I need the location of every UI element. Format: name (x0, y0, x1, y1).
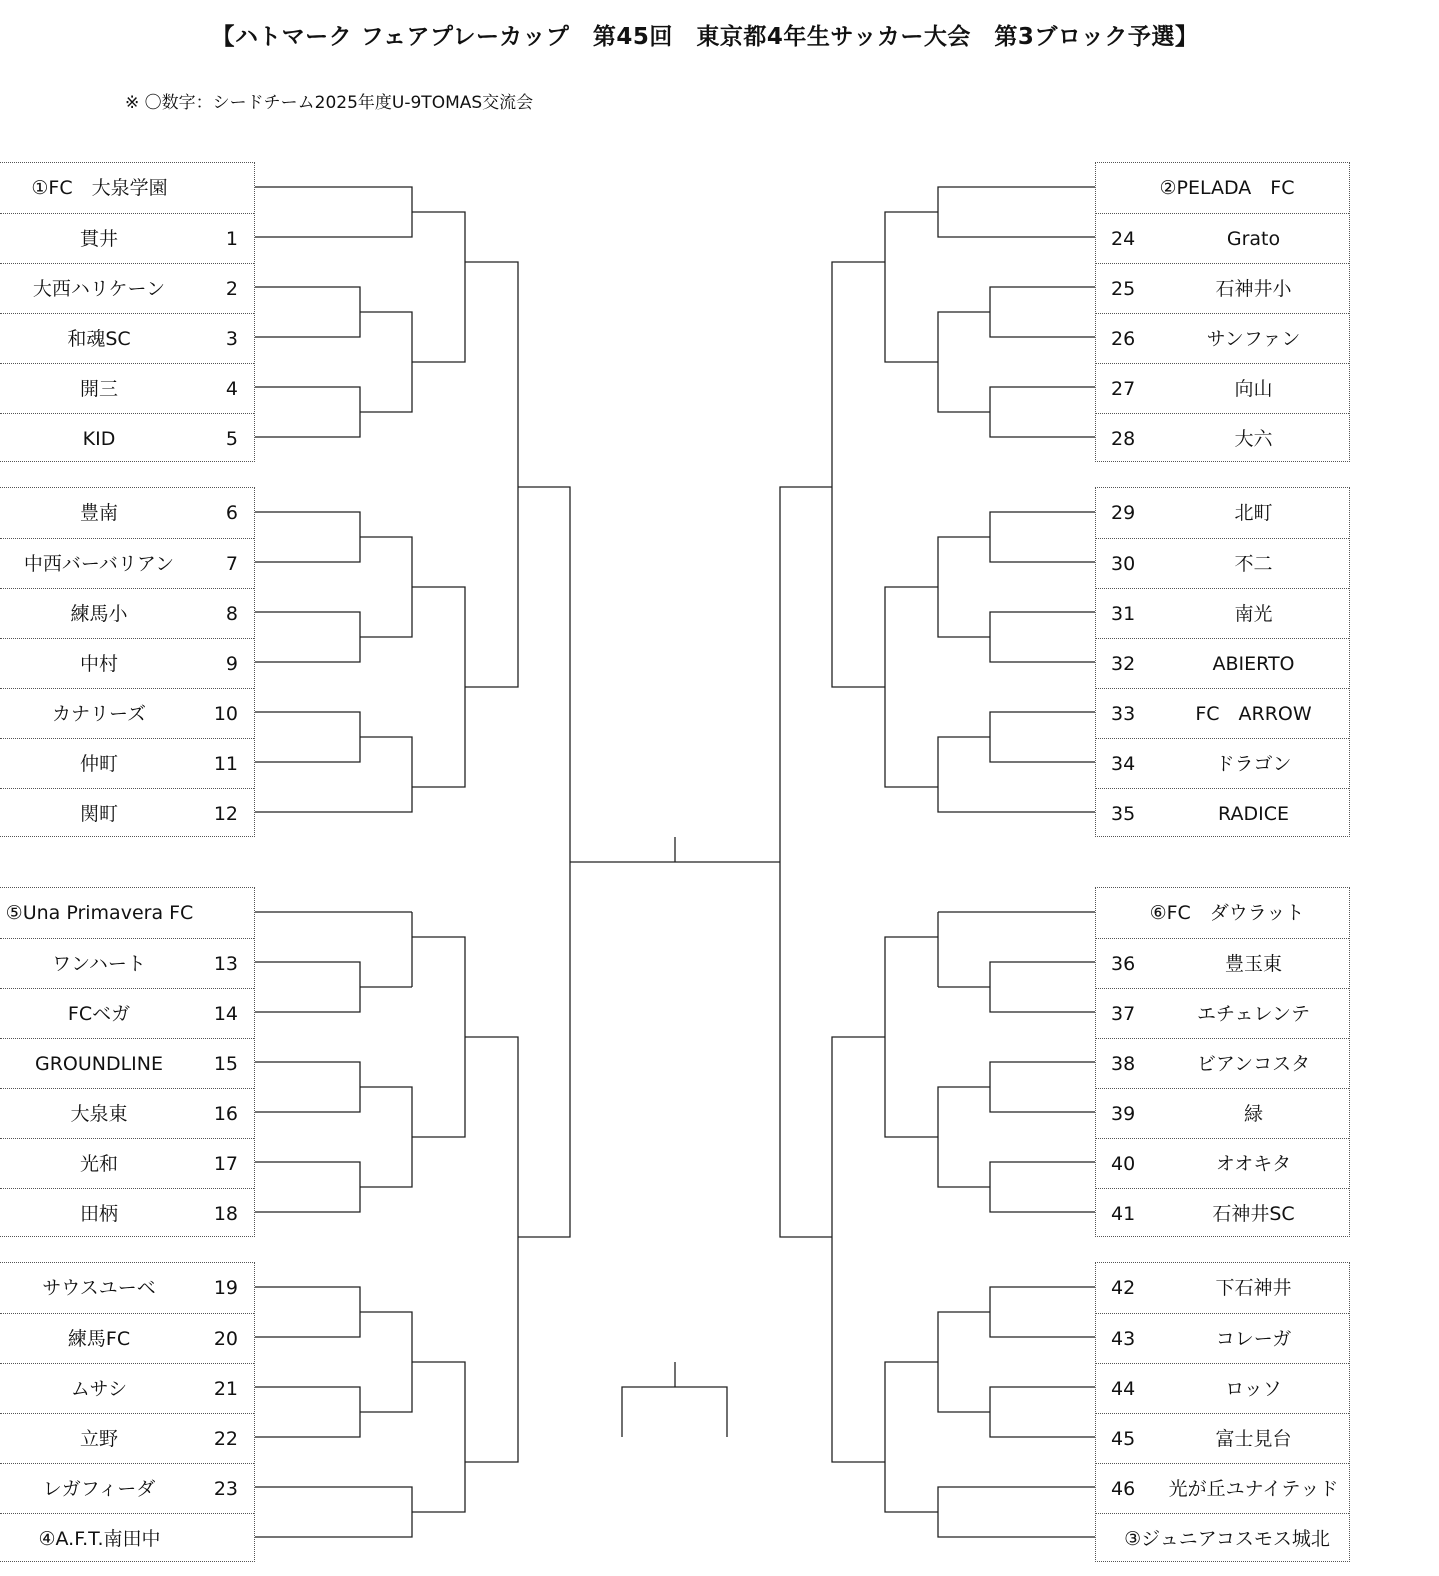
team-name: 光和 (79, 1153, 118, 1175)
team-number: 32 (1111, 653, 1136, 675)
team-name: 田柄 (79, 1203, 118, 1225)
team-number: 40 (1111, 1153, 1136, 1175)
team-name: RADICE (1218, 803, 1289, 825)
bracket-line (990, 962, 1095, 1012)
team-number: 19 (213, 1277, 238, 1299)
team-number: 42 (1111, 1277, 1136, 1299)
bracket-line (255, 1162, 360, 1212)
bracket-line (412, 1362, 465, 1512)
team-number: 30 (1111, 553, 1136, 575)
team-name: 下石神井 (1215, 1277, 1292, 1299)
team-number: 46 (1111, 1478, 1136, 1500)
third-place-line (622, 1387, 727, 1437)
team-name: ①FC 大泉学園 (31, 177, 168, 199)
bracket-line (360, 537, 412, 637)
team-name: ロッソ (1225, 1378, 1282, 1400)
team-name: エチェレンテ (1197, 1003, 1310, 1025)
seed-note: ※ 〇数字：シードチーム2025年度U-9TOMAS交流会 (125, 93, 534, 113)
team-number: 8 (225, 603, 238, 625)
team-number: 24 (1111, 228, 1136, 250)
team-number: 45 (1111, 1428, 1136, 1450)
team-name: Grato (1226, 228, 1281, 250)
bracket-line (938, 1487, 1095, 1537)
team-name: 大泉東 (70, 1103, 128, 1125)
team-number: 10 (213, 703, 238, 725)
team-name: 富士見台 (1215, 1428, 1292, 1450)
team-number: 22 (213, 1428, 238, 1450)
bracket-line (255, 962, 360, 1012)
team-number: 7 (225, 553, 238, 575)
team-number: 2 (225, 278, 238, 300)
team-number: 15 (213, 1053, 238, 1075)
bracket-line (255, 712, 360, 762)
team-number: 12 (213, 803, 238, 825)
bracket-line (360, 1087, 412, 1187)
bracket-line (990, 612, 1095, 662)
team-name: 大六 (1234, 428, 1273, 450)
team-name: ワンハート (52, 953, 146, 975)
team-number: 4 (225, 378, 238, 400)
bracket-line (938, 187, 1095, 237)
team-name: レガフィーダ (42, 1478, 156, 1500)
team-name: 石神井SC (1212, 1203, 1295, 1225)
team-name: 豊南 (79, 502, 118, 524)
team-number: 35 (1111, 803, 1136, 825)
bracket-line (255, 737, 412, 812)
team-number: 17 (213, 1153, 238, 1175)
bracket-line (938, 1087, 990, 1187)
bracket-line (255, 1387, 360, 1437)
bracket-line (412, 212, 465, 362)
team-name: 練馬FC (67, 1328, 131, 1350)
team-name: 南光 (1234, 603, 1273, 625)
team-name: 貫井 (79, 228, 118, 250)
team-number: 9 (225, 653, 238, 675)
bracket-line (832, 1037, 885, 1462)
team-name: ②PELADA FC (1159, 177, 1295, 199)
team-number: 5 (225, 428, 238, 450)
bracket-line (938, 1312, 990, 1412)
team-name: ABIERTO (1212, 653, 1295, 675)
bracket-line (990, 1387, 1095, 1437)
team-name: 練馬小 (70, 603, 128, 625)
bracket-line (412, 587, 465, 787)
bracket-line (255, 187, 412, 237)
team-number: 33 (1111, 703, 1136, 725)
team-name: GROUNDLINE (34, 1053, 164, 1075)
bracket-line (885, 937, 938, 1137)
team-name: 向山 (1234, 378, 1273, 400)
bracket-line (465, 262, 518, 687)
team-name: コレーガ (1215, 1328, 1292, 1350)
team-number: 6 (225, 502, 238, 524)
team-name: ビアンコスタ (1196, 1053, 1311, 1075)
bracket-line (255, 1062, 360, 1112)
bracket-line (938, 737, 1095, 812)
bracket-line (938, 537, 990, 637)
team-name: 仲町 (79, 753, 118, 775)
team-name: ドラゴン (1215, 753, 1292, 775)
team-name: ムサシ (70, 1378, 128, 1400)
bracket-line (780, 487, 832, 1237)
team-number: 27 (1111, 378, 1136, 400)
team-name: 石神井小 (1215, 278, 1292, 300)
team-name: カナリーズ (51, 703, 147, 725)
team-number: 43 (1111, 1328, 1136, 1350)
team-number: 44 (1111, 1378, 1136, 1400)
bracket-line (990, 1062, 1095, 1112)
team-name: 立野 (79, 1428, 118, 1450)
team-name: サンファン (1206, 328, 1301, 350)
team-number: 18 (213, 1203, 238, 1225)
team-number: 20 (213, 1328, 238, 1350)
team-number: 39 (1111, 1103, 1136, 1125)
bracket-line (465, 1037, 518, 1462)
team-name: 中西バーバリアン (23, 553, 175, 575)
team-number: 13 (213, 953, 238, 975)
team-number: 38 (1111, 1053, 1136, 1075)
bracket-line (255, 512, 360, 562)
team-name: ⑥FC ダウラット (1149, 902, 1305, 924)
team-number: 25 (1111, 278, 1136, 300)
bracket-line (885, 212, 938, 362)
team-name: 緑 (1243, 1103, 1263, 1125)
team-number: 37 (1111, 1003, 1136, 1025)
bracket-line (990, 512, 1095, 562)
team-number: 14 (213, 1003, 238, 1025)
team-number: 31 (1111, 603, 1136, 625)
team-name: FCベガ (67, 1003, 131, 1025)
team-name: 不二 (1234, 553, 1273, 575)
bracket-line (518, 487, 570, 1237)
team-number: 3 (225, 328, 238, 350)
team-name: 北町 (1234, 502, 1273, 524)
bracket-line (990, 287, 1095, 337)
team-number: 21 (213, 1378, 238, 1400)
team-name: ⑤Una Primavera FC (5, 902, 194, 924)
bracket-line (412, 937, 465, 1137)
bracket-line (255, 1487, 412, 1537)
team-number: 16 (213, 1103, 238, 1125)
bracket-line (990, 1162, 1095, 1212)
team-number: 26 (1111, 328, 1136, 350)
bracket-line (885, 1362, 938, 1512)
bracket-line (360, 1312, 412, 1412)
bracket-line (255, 287, 360, 337)
team-number: 23 (213, 1478, 238, 1500)
team-number: 36 (1111, 953, 1136, 975)
team-number: 11 (213, 753, 238, 775)
bracket-line (255, 387, 360, 437)
bracket-line (938, 312, 990, 412)
team-name: ③ジュニアコスモス城北 (1124, 1528, 1330, 1550)
bracket-line (990, 712, 1095, 762)
team-name: 開三 (79, 378, 118, 400)
page-title: 【ハトマーク フェアプレーカップ 第45回 東京都4年生サッカー大会 第3ブロック予選】 (211, 24, 1199, 50)
team-name: ④A.F.T.南田中 (38, 1528, 161, 1550)
team-name: 光が丘ユナイテッド (1168, 1478, 1339, 1500)
team-number: 1 (225, 228, 238, 250)
team-name: 豊玉東 (1224, 953, 1282, 975)
bracket-line (832, 262, 885, 687)
team-name: 関町 (79, 803, 118, 825)
bracket-line (990, 387, 1095, 437)
team-name: FC ARROW (1195, 703, 1312, 725)
team-name: 大西ハリケーン (32, 278, 166, 300)
bracket-line (360, 312, 412, 412)
team-number: 34 (1111, 753, 1136, 775)
team-name: 和魂SC (67, 328, 131, 350)
team-name: サウスユーベ (42, 1277, 156, 1299)
bracket-line (885, 587, 938, 787)
team-name: KID (82, 428, 116, 450)
team-number: 28 (1111, 428, 1136, 450)
team-number: 29 (1111, 502, 1136, 524)
team-name: 中村 (79, 653, 118, 675)
bracket-line (990, 1287, 1095, 1337)
bracket-line (255, 1287, 360, 1337)
bracket-line (255, 612, 360, 662)
team-name: オオキタ (1215, 1153, 1292, 1175)
team-number: 41 (1111, 1203, 1136, 1225)
